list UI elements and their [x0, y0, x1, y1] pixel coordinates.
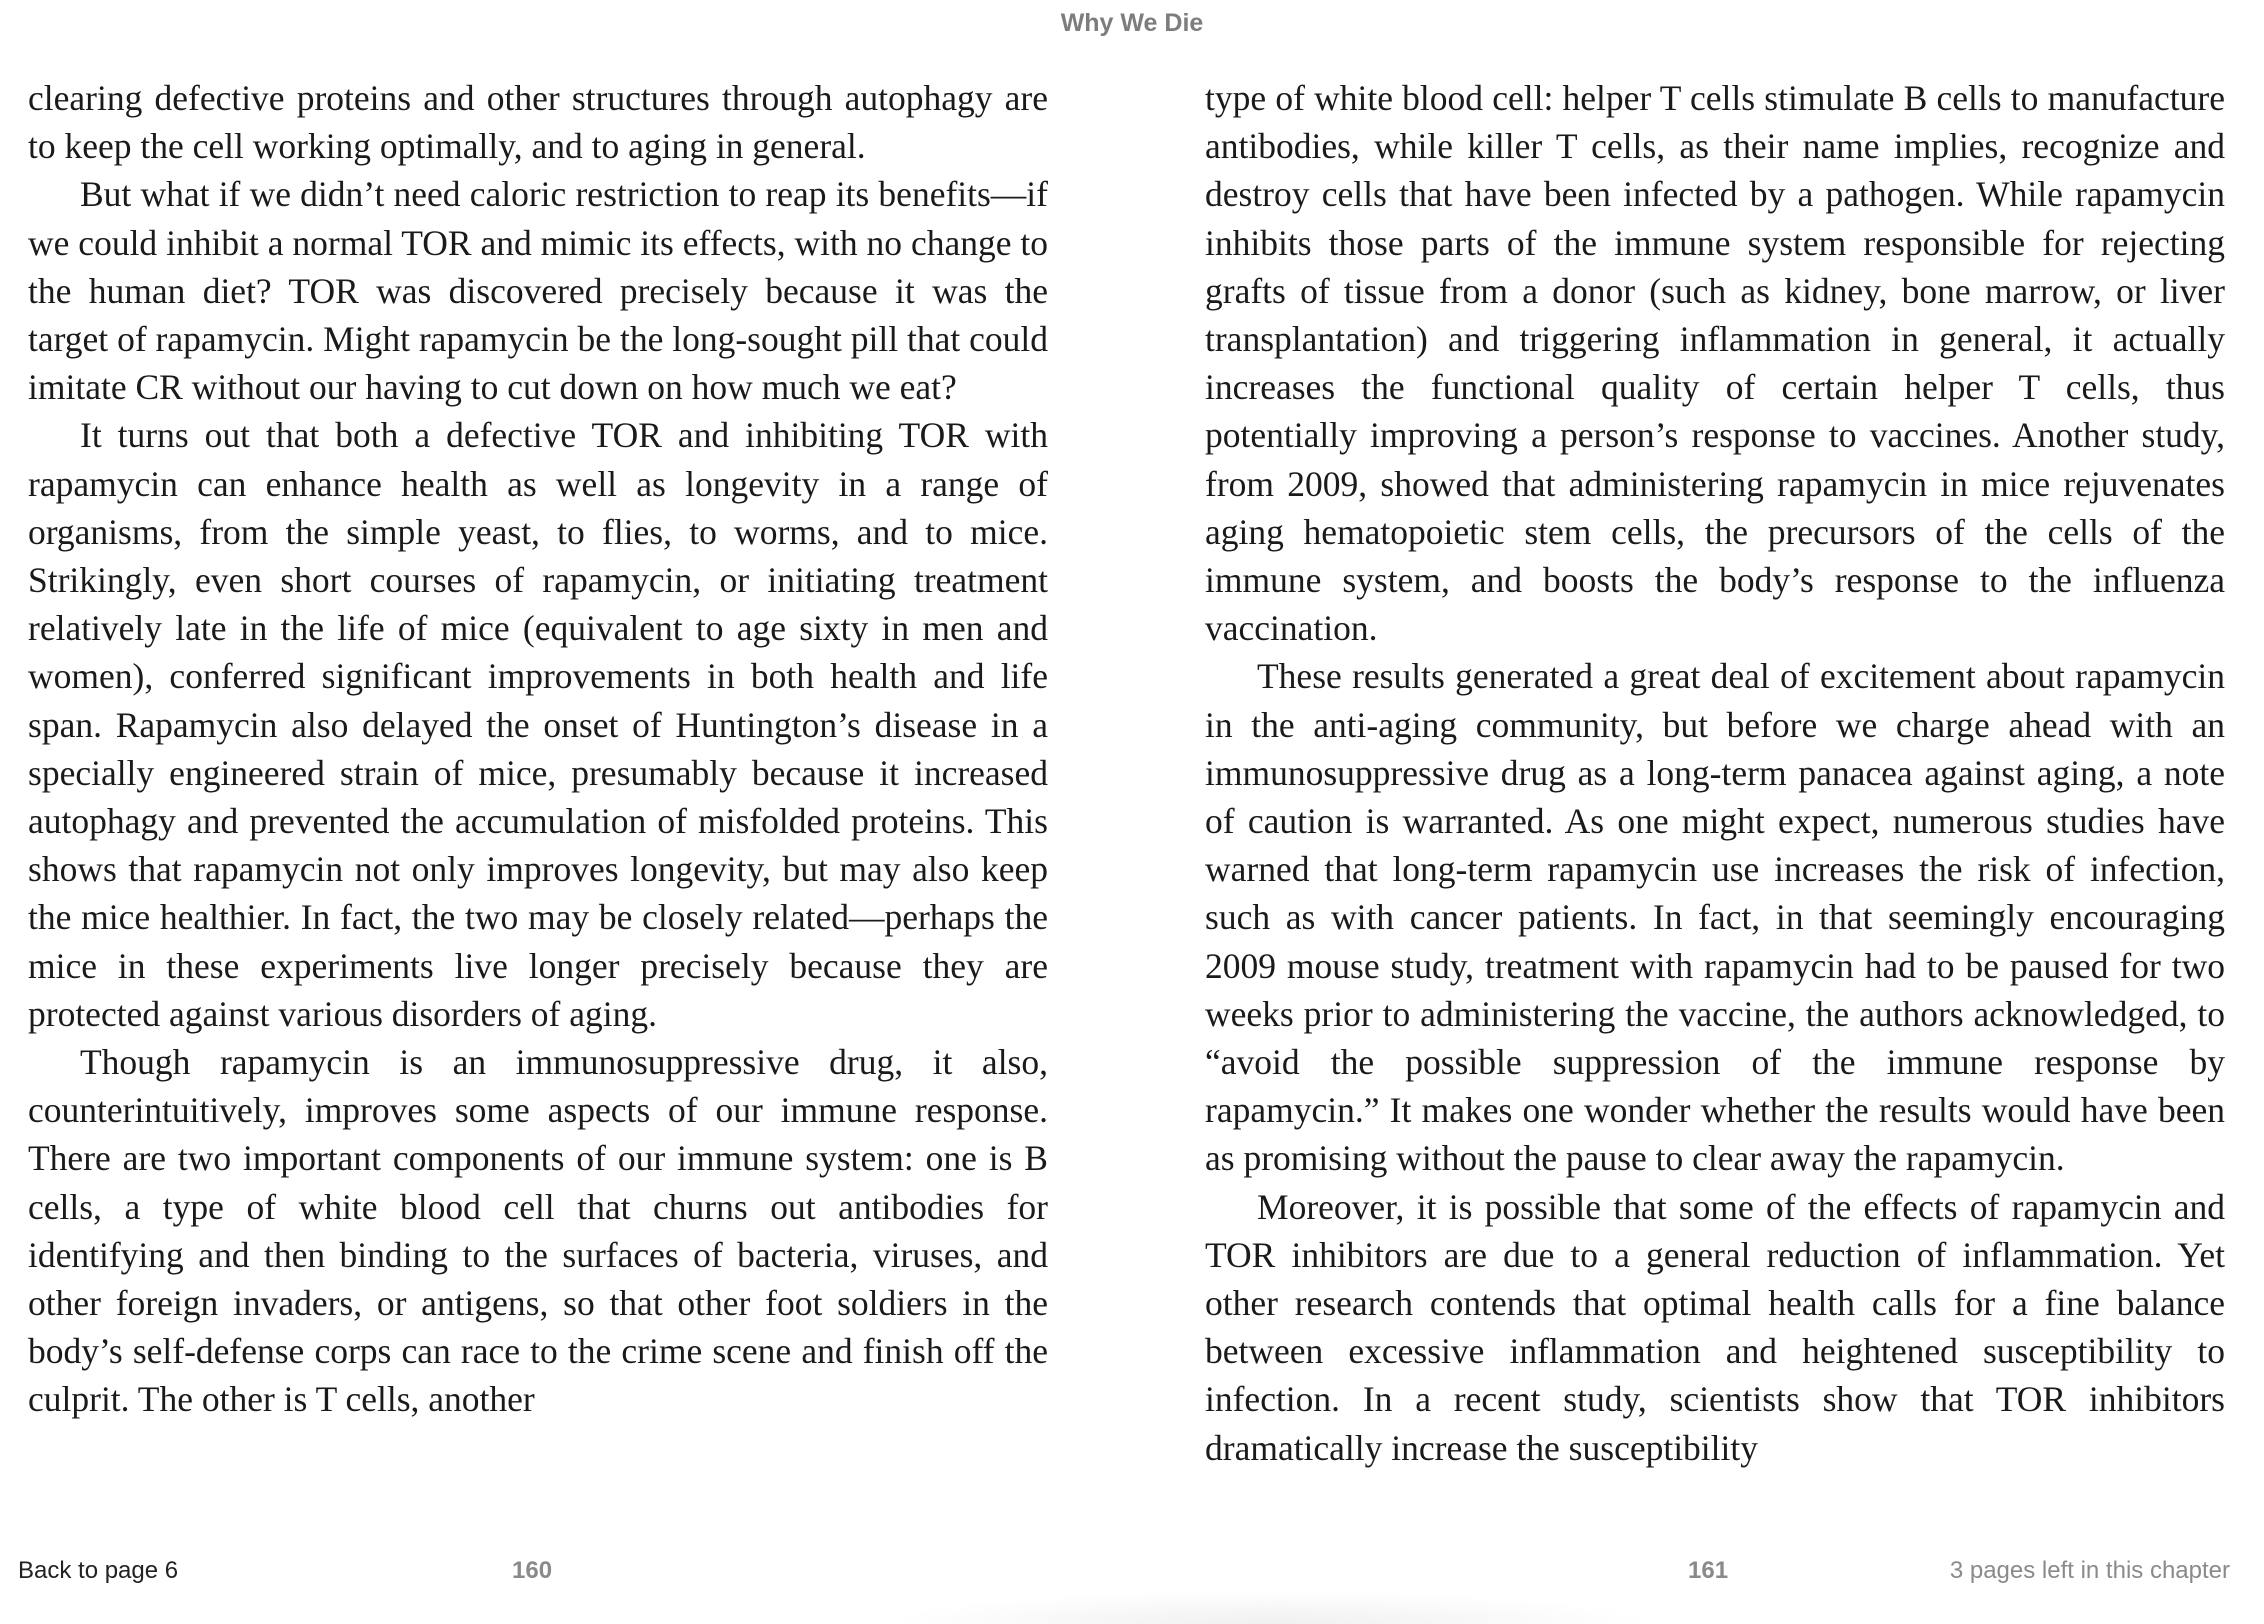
paragraph: It turns out that both a defective TOR and inhibiting TOR with rapamycin can enhance health as well as longevity in a range of organisms, from the simple yeast, to flies, to worms, and to mice. Strikingly, even short courses of rapamycin, or initiating treatment relatively late in the life of mice (equivalent to age sixty in men and women), conferred significant improvements in both health and life span. Rapamycin also delayed the onset of Huntington’s disease in a specially engineered strain of mice, presumably because it increased autophagy and prevented the accumulation of misfolded proteins. This shows that rapamycin not only improves longevity, but may also keep the mice healthier. In fact, the two may be closely related—perhaps the mice in these experiments live longer precisely because they are protected against various disorders of aging. — [28, 415, 1048, 1034]
paragraph: Though rapamycin is an immunosuppressive drug, it also, counterintuitively, improves some aspects of our immune response. There are two important components of our immune system: one is B cells, a type of white blood cell that churns out antibodies for identifying and then binding to the surfaces of bacteria, viruses, and other foreign invaders, or antigens, so that other foot soldiers in the body’s self-defense corps can race to the crime scene and finish off the culprit. The other is T cells, another — [28, 1042, 1048, 1420]
right-page-number: 161 — [1688, 1557, 1729, 1584]
paragraph: type of white blood cell: helper T cells stimulate B cells to manufacture antibodies, while killer T cells, as their name implies, recognize and destroy cells that have been infected by a pathogen. While rapamycin inhibits those parts of the immune system responsible for rejecting grafts of tissue from a donor (such as kidney, bone marrow, or liver transplantation) and triggering inflammation in general, it actually increases the functional quality of certain helper T cells, thus potentially improving a person’s response to vaccines. Another study, from 2009, showed that administering rapamycin in mice rejuvenates aging hematopoietic stem cells, the precursors of the cells of the immune system, and boosts the body’s response to the influenza vaccination. — [1205, 78, 2225, 649]
paragraph: clearing defective proteins and other structures through autophagy are to keep the cell working optimally, and to aging in general. — [28, 78, 1048, 167]
pages-left-in-chapter: 3 pages left in this chapter — [1949, 1557, 2230, 1584]
back-to-page-link[interactable]: Back to page 6 — [18, 1557, 179, 1584]
left-page — [28, 74, 1048, 1424]
scroll-shadow — [880, 1590, 1660, 1624]
paragraph: These results generated a great deal of excitement about rapamycin in the anti-aging community, but before we charge ahead with an immunosuppressive drug as a long-term panacea against aging, a note of caution is warranted. As one might expect, numerous studies have warned that long-term rapamycin use increases the risk of infection, such as with cancer patients. In fact, in that seemingly encouraging 2009 mouse study, treatment with rapamycin had to be paused for two weeks prior to administering the vaccine, the authors acknowledged, to “avoid the possible suppression of the immune response by rapamycin.” It makes one wonder whether the results would have been as promising without the pause to clear away the rapamycin. — [1205, 656, 2225, 1179]
right-page — [1205, 74, 2225, 1472]
paragraph: Moreover, it is possible that some of the effects of rapamycin and TOR inhibitors are due to a general reduction of inflammation. Yet other research contends that optimal health calls for a fine balance between excessive inflammation and heightened susceptibility to infection. In a recent study, scientists show that TOR inhibitors dramatically increase the susceptibility — [1205, 1186, 2225, 1468]
left-page-number: 160 — [512, 1557, 553, 1584]
paragraph: But what if we didn’t need caloric restriction to reap its benefits—if we could inhibit a normal TOR and mimic its effects, with no change to the human diet? TOR was discovered precisely because it was the target of rapamycin. Might rapamycin be the long-sought pill that could imitate CR without our having to cut down on how much we eat? — [28, 174, 1048, 408]
book-title: Why We Die — [1060, 9, 1204, 37]
